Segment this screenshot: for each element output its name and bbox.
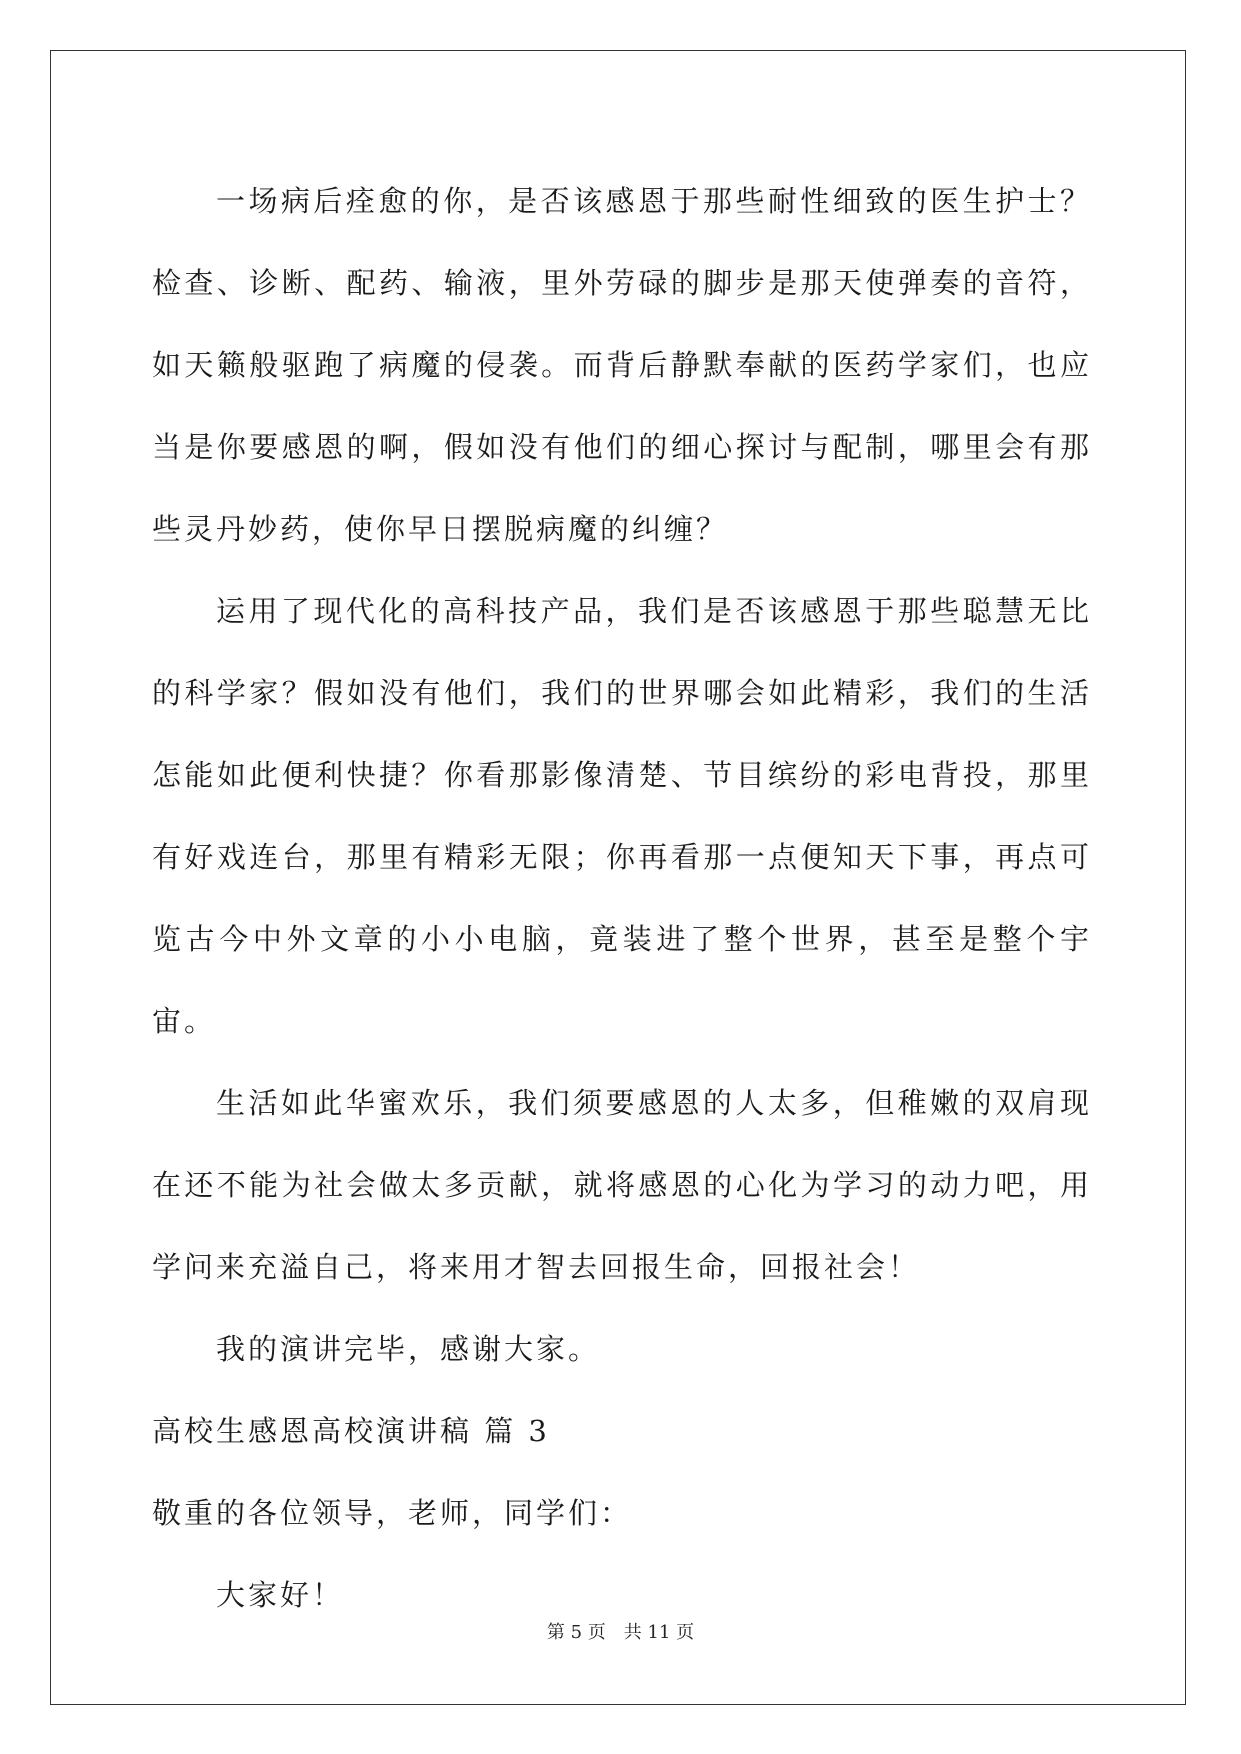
paragraph-closing: 我的演讲完毕，感谢大家。 — [216, 1332, 601, 1366]
greeting: 大家好！ — [216, 1578, 345, 1612]
page-footer — [0, 1618, 1241, 1644]
paragraph-technology: 运用了现代化的高科技产品，我们是否该感恩于那些聪慧无比的科学家？假如没有他们，我们的世界哪会如此精彩，我们的生活怎能如此便利快捷？你看那影像清楚、节目缤纷的彩电背投，那里有好戏连台，那里有精彩无限；你再看那一点便知天下事，再点可览古今中外文章的小小电脑，竟装进了整个世界，甚至是整个宇宙。 — [152, 594, 1092, 1038]
paragraph-hospital: 一场病后痊愈的你，是否该感恩于那些耐性细致的医生护士？检查、诊断、配药、输液，里外劳碌的脚步是那天使弹奏的音符，如天籁般驱跑了病魔的侵袭。而背后静默奉献的医药学家们，也应当是你要感恩的啊，假如没有他们的细心探讨与配制，哪里会有那些灵丹妙药，使你早日摆脱病魔的纠缠？ — [152, 184, 1092, 546]
salutation: 敬重的各位领导，老师，同学们： — [152, 1496, 633, 1530]
section-title: 高校生感恩高校演讲稿 篇 3 — [152, 1414, 550, 1448]
page-number: 第 5 页 — [546, 1622, 606, 1643]
page-total: 共 11 页 — [623, 1622, 695, 1643]
document-body — [152, 160, 1092, 1636]
paragraph-gratitude: 生活如此华蜜欢乐，我们须要感恩的人太多，但稚嫩的双肩现在还不能为社会做太多贡献，就将感恩的心化为学习的动力吧，用学问来充溢自己，将来用才智去回报生命，回报社会！ — [152, 1086, 1092, 1284]
